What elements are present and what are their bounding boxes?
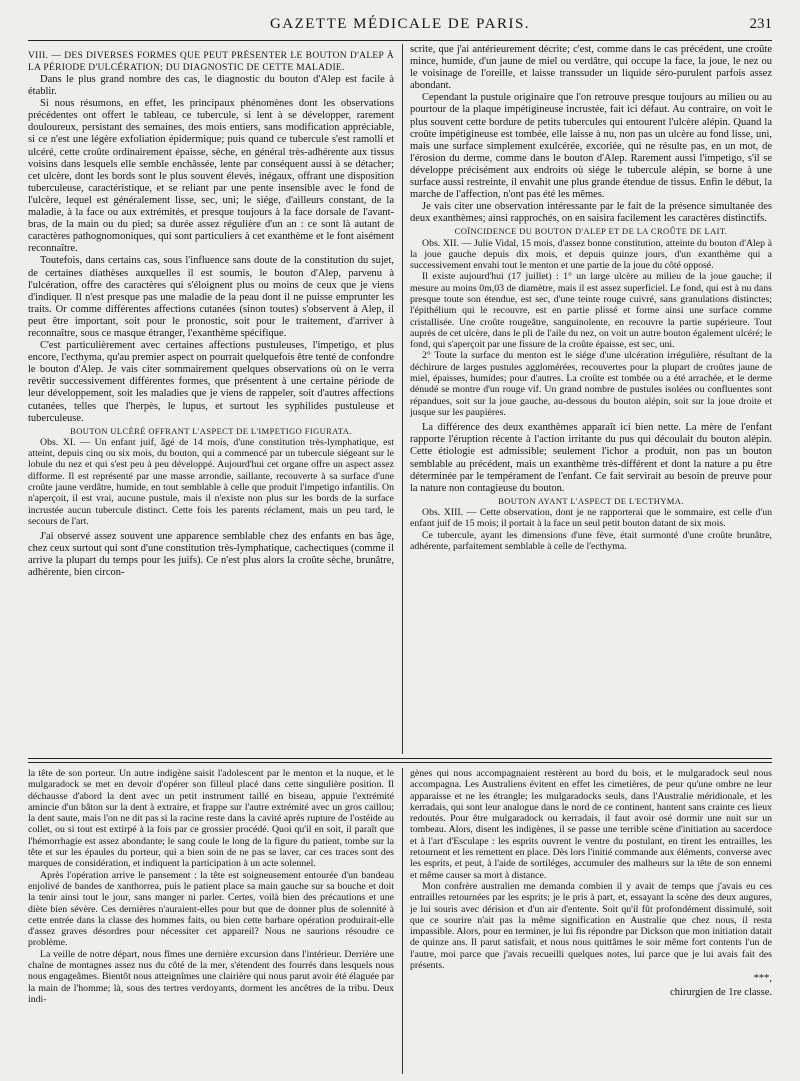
subsection-title: BOUTON ULCÉRÉ OFFRANT L'ASPECT DE L'IMPETIGO FIGURATA.	[70, 425, 352, 436]
subsection-title: COÏNCIDENCE DU BOUTON D'ALEP ET DE LA CROÛTE DE LAIT.	[454, 226, 728, 237]
paragraph: Après l'opération arrive le pansement : la tête est soigneusement entourée d'un bandeau enjolivé de bandes de xanthorrea, puis le patient place sa main gauche sur sa bouche et doit la tenir ainsi tout le jour, sans manger ni parler. Certes, voilà bien des précautions et une diète bien sévère. Ces dernières n'auraient-elles pour but que de donner plus de solennité à cette entrée dans la classe des hommes faits, ou bien cette barbare opération produirait-elle d'assez graves désordres pour nécessiter cet appareil? Nous ne saurions résoudre ce problème.	[28, 869, 394, 949]
column-divider-top	[402, 44, 403, 754]
paragraph: La différence des deux exanthèmes apparaît ici bien nette. La mère de l'enfant rapporte l'éruption récente à l'action irritante du pus qui découlait du bouton alépin. Cette étiologie est admissible; seulement l'ichor a produit, non pas un bouton semblable au précédent, mais un exanthème très-différent et dont la nature a pu être déterminée par le tempérament de l'enfant. Ce fait servirait au besoin de preuve pour la nature non contagieuse du bouton.	[410, 422, 772, 494]
paragraph: Cependant la pustule originaire que l'on retrouve presque toujours au milieu ou au pourtour de la plaque impétigineuse incrustée, fait ici défaut. Au contraire, on voit le plus souvent cette bordure de petits tubercules qui entourent l'ulcère alépin. Quand la croûte impétigineuse est tombée, elle laisse à nu, non pas un ulcère au fond lisse, uni, mais une surface simplement exulcérée, excoriée, qui ne résulte pas, en un mot, de l'érosion du derme, comme dans le bouton d'Alep. Rarement aussi l'impetigo, s'il se développe précisément aux endroits où siége le tubercule alépin, se borne à une surface aussi restreinte, il envahit une plus grande étendue de tissus. Enfin le début, la marche de l'affection, n'ont pas été les mêmes.	[410, 92, 772, 201]
right-column-top	[410, 44, 772, 756]
left-column-bottom	[28, 768, 394, 1074]
author-signature: chirurgien de 1re classe.	[670, 986, 772, 998]
page-header	[28, 14, 772, 40]
paragraph: gènes qui nous accompagnaient restèrent au bord du bois, et le mulgaradock seul nous accompagna. Les Australiens évitent en effet les cimetières, de peur qu'une ombre ne leur apparaisse et ne les étrangle; les mulgaradocks seuls, dans l'Australie méridionale, et les kerradais, qui sont leur analogue dans le nord de ce continent, hantent sans crainte ces lieux redoutés. Pour être mulgaradock ou kerradais, il faut avoir osé dormir une nuit sur un tombeau. Alors, disent les indigènes, il se passe une terrible scène d'initiation au sacerdoce et à l'art d'Esculape : les esprits ouvrent le ventre du postulant, en tirent les entrailles, les retournent et les remettent en place. Dès lors l'initié commande aux éléments, converse avec les esprits, et peut, à l'aide de sortiléges, accumuler des malheurs sur la tête de son ennemi et même causer sa mort à distance.	[410, 768, 772, 881]
left-column-top	[28, 50, 394, 756]
observation-text: Obs. XIII. — Cette observation, dont je ne rapporterai que le sommaire, est celle d'un enfant juif de 15 mois; il portait à la face un seul petit bouton datant de six mois.	[410, 506, 772, 530]
paragraph: C'est particulièrement avec certaines affections pustuleuses, l'impetigo, et plus encore, l'ecthyma, qu'au premier aspect on pourrait quelquefois être tenté de confondre le bouton d'Alep. Je vais citer sommairement quelques observations où on le verra revêtir successivement différentes formes, que présentent à une certaine période de leur développement, soit les maladies que je viens de rappeler, soit d'autres affections cutanées, telles que l'herpès, le lupus, et surtout les syphilides pustuleuse et tuberculeuse.	[28, 340, 394, 424]
subsection-title: BOUTON AYANT L'ASPECT DE L'ECTHYMA.	[498, 495, 684, 506]
column-divider-bottom	[402, 768, 403, 1074]
paragraph: Mon confrère australien me demanda combien il y avait de temps que j'avais eu ces entrailles retournées par les esprits; je le pris à part, et, essayant la scène des deux augures, je lui souris avec dérision et d'un air d'entente. Soit qu'il fût profondément dissimulé, soit que ce sourire n'ait pas la même signification en Australie que chez nous, il resta impassible. Alors, pour en terminer, je lui fis répondre par Dickson que mon initiation datait de quinze ans. Il parut satisfait, et nous nous quittâmes le soir même fort contents l'un de l'autre, moi parce que j'avais recueilli quelques notes, lui parce que je lui avais fait des présents.	[410, 880, 772, 972]
paragraph: scrite, que j'ai antérieurement décrite; c'est, comme dans le cas précédent, une croûte mince, humide, d'un jaune de miel ou verdâtre, qui occupe la face, la joue, le nez ou le voisinage de l'oreille, et laisse transsuder un liquide séro-purulent parfois assez abondant.	[410, 44, 772, 92]
section-separator	[28, 758, 772, 759]
section-separator-2	[28, 762, 772, 763]
journal-title: GAZETTE MÉDICALE DE PARIS.	[269, 16, 531, 32]
observation-text: 2° Toute la surface du menton est le siége d'une ulcération irrégulière, résultant de la déchirure de larges pustules agglomérées, recouvertes pour la plupart de croûtes jaune de miel, épaisses, humides; pour d'autres. La croûte est tombée ou a été arrachée, et le derme dénudé se montre d'un rouge vif. Un grand nombre de pustules isolées ou confluentes sont répandues, soit sur la joue gauche, au-dessous du bouton alépin, soit sur la joue droite et jusque sur les paupières.	[410, 350, 772, 418]
page-number: 231	[749, 16, 772, 32]
paragraph: la tête de son porteur. Un autre indigène saisit l'adolescent par le menton et la nuque, et le mulgaradock se met en devoir d'opérer son filleul placé dans cette singulière position. Il déchausse d'abord la dent avec un petit instrument taillé en biseau, appuie l'extrémité amincie d'un bâton sur la dent à extraire, et frappe sur l'autre extrémité avec un gros caillou; la dent saute, mais l'on ne dit pas si la racine reste dans la cavité après rupture de l'ostéide au collet, ou si tout est extirpé à la fois par ce grossier procédé. Quoi qu'il en soit, il paraît que l'hémorrhagie est assez abondante; le sang coule le long de la figure du patient, tombe sur la tête et sur les épaules du porteur, qui a bien soin de ne pas se laver, car ces traces sont des marques de considération, et indiquent la participation à un acte solennel.	[28, 768, 394, 870]
paragraph: Je vais citer une observation intéressante par le fait de la présence simultanée des deux exanthèmes; ainsi rapprochés, on en saisira facilement les caractères distinctifs.	[410, 201, 772, 225]
section-title: VIII. — DES DIVERSES FORMES QUE PEUT PRÉSENTER LE BOUTON D'ALEP À LA PÉRIODE D'ULCÉRATION; DU DIAGNOSTIC DE CETTE MALADIE.	[28, 51, 394, 73]
observation-text: Ce tubercule, ayant les dimensions d'une fève, était surmonté d'une croûte brunâtre, adhérente, parfaitement semblable à celle de l'ecthyma.	[410, 529, 772, 552]
paragraph: Si nous résumons, en effet, les principaux phénomènes dont les observations précédentes ont offert le tableau, ce tubercule, si lent à se développer, rarement douloureux, persistant des semaines, des mois entiers, sans modification appréciable, si ce n'est une légère exfoliation épidermique; puis quand ce tubercule s'est ramolli et ulcéré, cette croûte ordinairement épaisse, sèche, en général très-adhérente aux tissus voisins dans lesquels elle semble enchâssée, lente par conséquent aussi à se détacher; cet ulcère, dont les bords sont le plus souvent élevés, inégaux, offrant une disposition tuberculeuse, caractéristique, et se reliant par une pente insensible avec le fond de l'ulcère, lequel est généralement lisse, sec, uni; le siége, d'ailleurs constant, de la maladie, à la face ou aux extrémités, et presque toujours à la face dorsale de l'avant-bras, de la main ou du pied; sa durée assez régulière d'un an : ce sont là autant de caractères pathognomoniques, qui sont particuliers à cet exanthème et le font aisément reconnaître.	[28, 98, 394, 255]
paragraph: La veille de notre départ, nous fîmes une dernière excursion dans l'intérieur. Derrière une chaîne de montagnes assez nus du côté de la mer, s'étendent des fourrés dans lesquels nous nous engageâmes. Bientôt nous atteignîmes une clairière qui nous parut avoir été élaguée par la main de l'homme; là, sous des tertres verdoyants, dorment les ancêtres de la tribu. Deux indi-	[28, 948, 394, 1005]
author-stars: ***,	[753, 973, 772, 985]
paragraph: J'ai observé assez souvent une apparence semblable chez des enfants en bas âge, chez ceux surtout qui sont d'une constitution très-lymphatique, cachectiques (comme il arrive la plupart du temps pour les juifs). Ce n'est plus alors la croûte sèche, brunâtre, adhérente, bien circon-	[28, 531, 394, 579]
right-column-bottom	[410, 768, 772, 1074]
observation-text: Obs. XI. — Un enfant juif, âgé de 14 mois, d'une constitution très-lymphatique, est atteint, depuis cinq ou six mois, du bouton, qui a commencé par un tubercule siégeant sur le lobule du nez et qui s'est peu à peu développé. Aujourd'hui cet organe offre un aspect assez difforme. Il est représenté par une masse arrondie, saillante, recouverte à sa surface d'une croûte jaune verdâtre, humide, en tout semblable à celle que produit l'impetigo infantilis. On n'aperçoit, il est vrai, aucune pustule, mais il n'existe non plus sur les bords de la surface incrustée aucun tubercule distinct. Cette fois les parents réclament, mais un peu tard, le secours de l'art.	[28, 436, 394, 527]
observation-text: Il existe aujourd'hui (17 juillet) : 1° un large ulcère au milieu de la joue gauche; il mesure au moins 0m,03 de diamètre, mais il est assez superficiel. Le fond, qui est à nu dans presque toute son étendue, est sec, d'une teinte rouge cuivré, sans granulations distinctes; l'épithélium qui le recouvre, est en partie plissé et forme ainsi une surface comme cristallisée. Une croûte rougeâtre, sanguinolente, en recouvre la partie supérieure. Tout auprès de cet ulcère, dans le pli de l'aile du nez, on voit un autre bouton également ulcéré; le fond, qui s'aperçoit par une fissure de la croûte épaisse, est sec, uni.	[410, 271, 772, 351]
header-rule	[28, 40, 772, 41]
paragraph: Toutefois, dans certains cas, sous l'influence sans doute de la constitution du sujet, de certaines diathèses auxquelles il est soumis, le bouton d'Alep, parvenu à l'ulcération, offre des caractères qui s'éloignent plus ou moins de ceux que je viens d'indiquer. Il n'est presque pas une maladie de la peau dont il ne puisse emprunter les traits. Or comme différentes affections cutanées (sinon toutes) s'observent à Alep, il peut être important, soit pour le pronostic, soit pour le traitement, d'arriver à reconnaître, sous ce masque étranger, l'exanthème spécifique.	[28, 255, 394, 339]
observation-text: Obs. XII. — Julie Vidal, 15 mois, d'assez bonne constitution, atteinte du bouton d'Alep à la joue gauche depuis dix mois, et depuis quinze jours, d'un exanthème qui a successivement envahi tout le menton et une partie de la joue du côté opposé.	[410, 237, 772, 272]
paragraph: Dans le plus grand nombre des cas, le diagnostic du bouton d'Alep est facile à établir.	[28, 74, 394, 98]
